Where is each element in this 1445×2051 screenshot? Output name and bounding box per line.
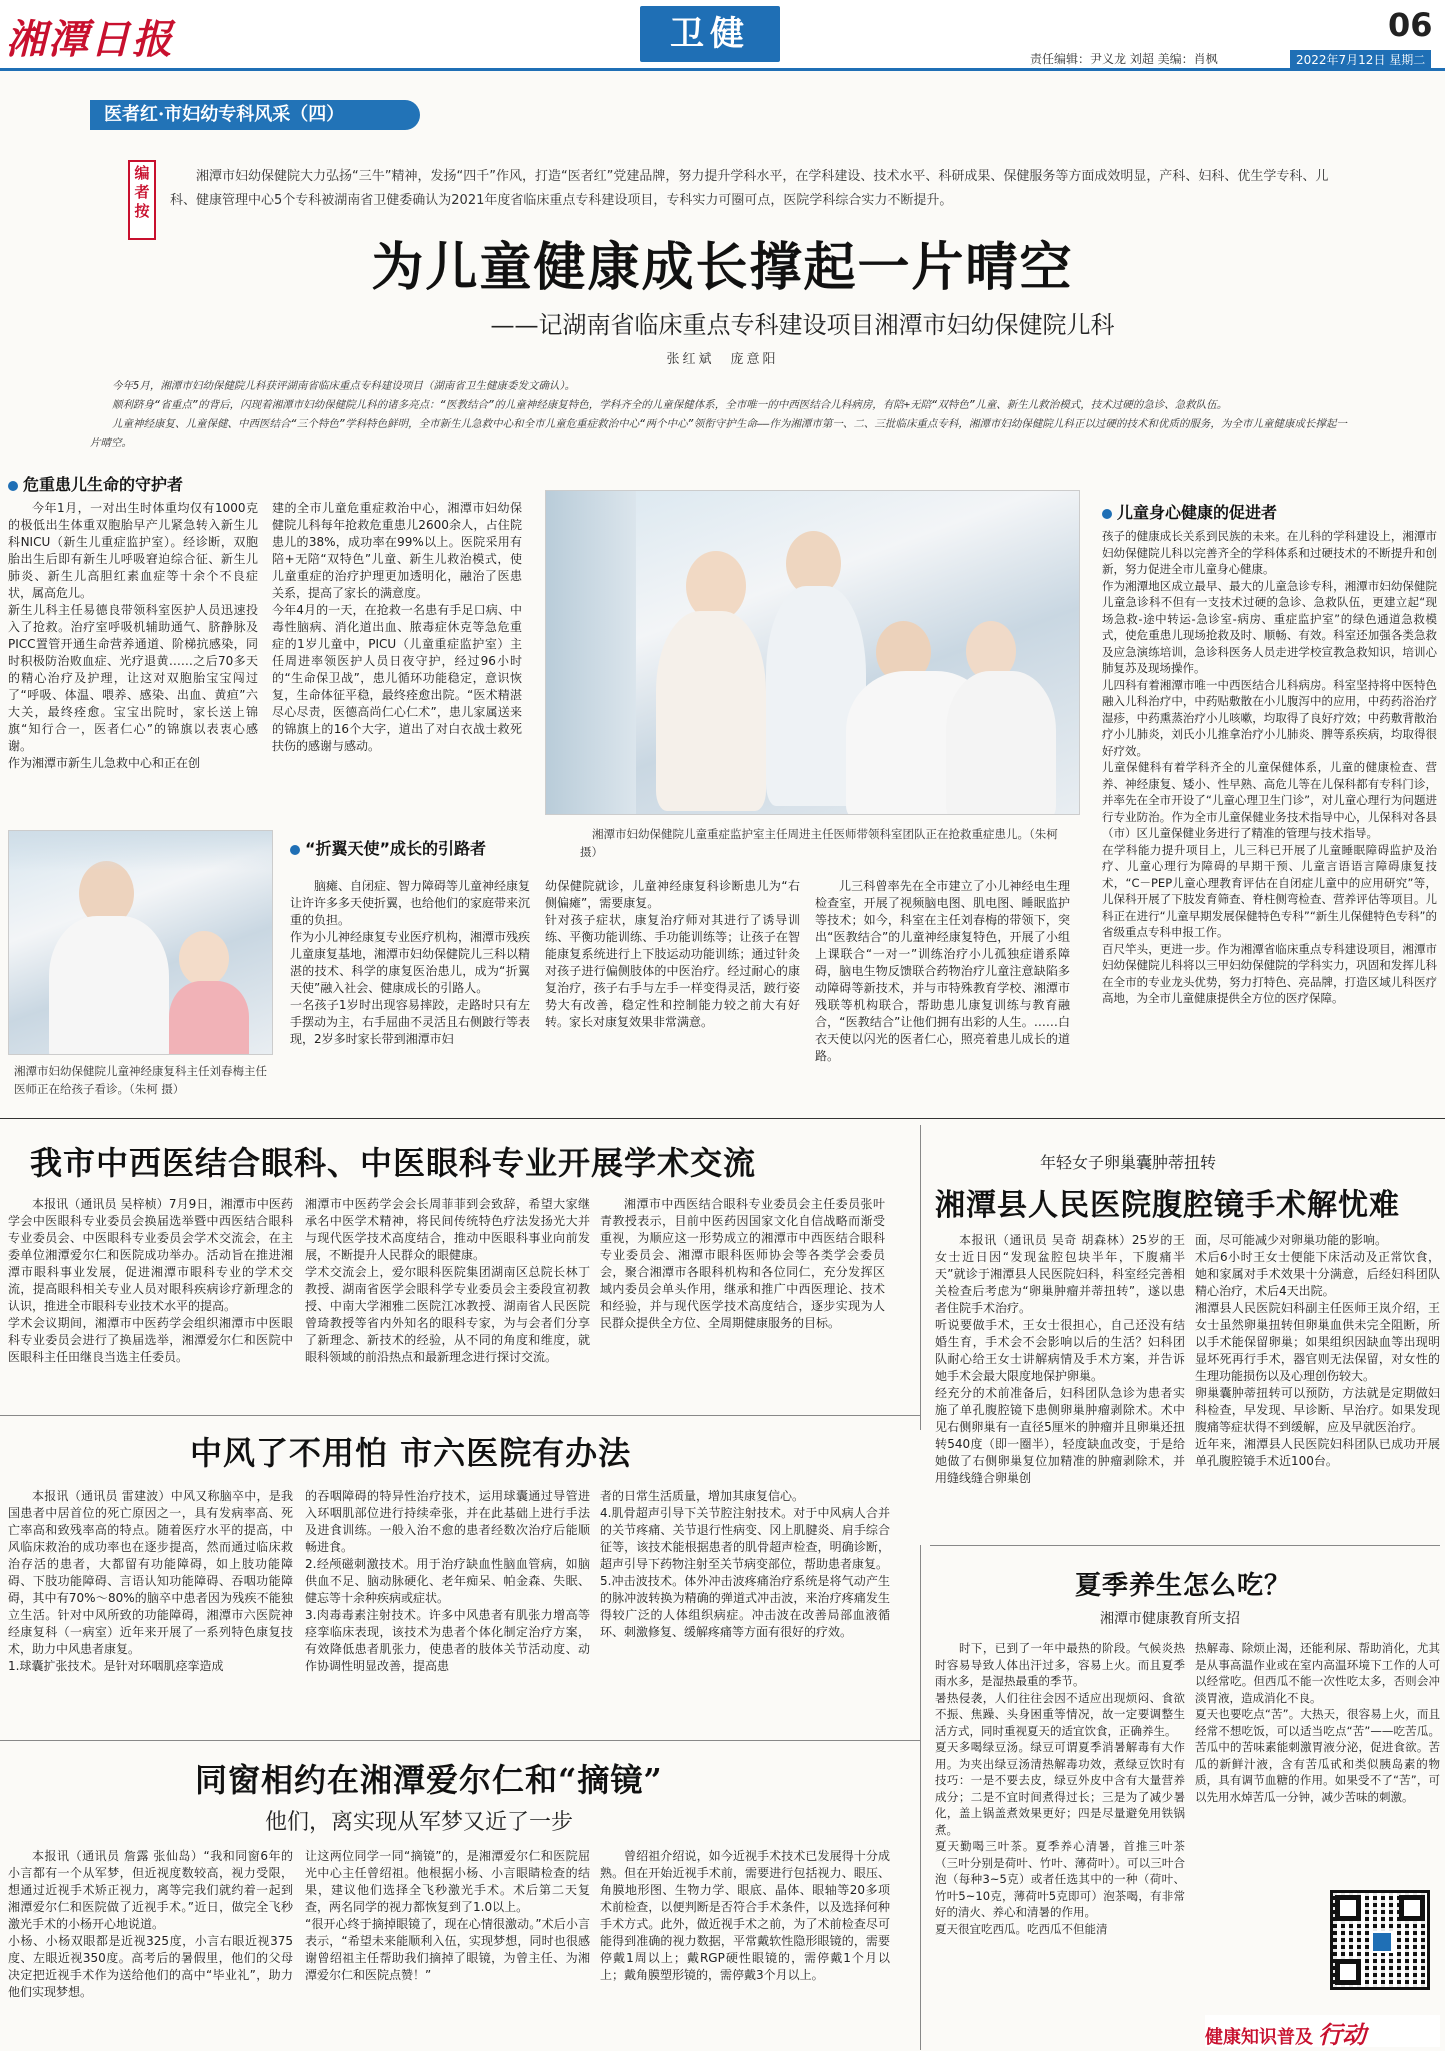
article-5-column-2: 面，尽可能减少对卵巢功能的影响。 术后6小时王女士便能下床活动及正常饮食，她和家属对手术效果十分满意，后经妇科团队精心治疗，术后4天出院。 湘潭县人民医院妇科副主任医师王岚介绍，王女士虽然卵巢扭转但卵巢血供未完全阻断，所以手术能保留卵巢；如果组织因缺血等出现明显坏死再行手术，器官则无法保留，对女性的生理功能损伤以及心理创伤较大。 卵巢囊肿蒂扭转可以预防，方法就是定期做妇科检查，早发现、早诊断、早治疗。如果发现腹痛等症状得不到缓解，应及早就医治疗。 近年来，湘潭县人民医院妇科团队已成功开展单孔腹腔镜手术近100台。	[1195, 1233, 1440, 1468]
main-article-divider	[0, 1118, 1445, 1119]
banner-text: 健康知识普及	[1205, 2027, 1313, 2048]
article-4-column-3: 曾绍祖介绍说，如今近视手术技术已发展得十分成熟。但在开始近视手术前，需要进行包括视力、眼压、角膜地形图、生物力学、眼底、晶体、眼轴等20多项术前检查，以便判断是否符合手术条件，以及选择何种手术方式。此外，做近视手术之前，为了术前检查尽可能得到准确的视力数据，平常戴软性隐形眼镜的，需要停戴1周以上；戴RGP硬性眼镜的，需停戴1个月以上；戴角膜塑形镜的，需停戴3个月以上。	[600, 1849, 890, 1982]
photo-nicu-rescue	[545, 490, 1080, 815]
article-4-headline: 同窗相约在湘潭爱尔仁和“摘镜”	[195, 1761, 663, 1799]
divider	[0, 1740, 920, 1741]
article-3-column-1: 本报讯（通讯员 雷建波）中风又称脑卒中，是我国患者中居首位的死亡原因之一，具有发病率高、死亡率高和致残率高的特点。随着医疗水平的提高，中风临床救治的成功率也在逐步提高，然而通过临床救治存活的患者，大都留有功能障碍，如上肢功能障碍、下肢功能障碍、言语认知功能障碍、吞咽功能障碍，其中有70%～80%的脑卒中患者因为残疾不能独立生活。针对中风所致的功能障碍，湘潭市六医院神经康复科（一病室）近年来开展了一系列特色康复技术，助力中风患者康复。 1.球囊扩张技术。是针对环咽肌痉挛造成	[8, 1489, 293, 1673]
section-heading-1: 危重患儿生命的守护者	[8, 472, 183, 495]
qr-logo-icon	[1371, 1931, 1393, 1953]
newspaper-logo: 湘潭日报	[6, 16, 174, 63]
article-4-subheadline: 他们，离实现从军梦又近了一步	[265, 1810, 574, 1835]
column-divider	[920, 1125, 921, 1430]
article-2-column-2: 湘潭市中医药学会会长周菲菲到会致辞，希望大家继承名中医学术精神，将民间传统特色疗法发扬光大并与现代医学技术高度结合，推动中医眼科事业向前发展，不断提升人民群众的眼健康。 学术交流会上，爱尔眼科医院集团湖南区总院长林丁教授、湖南省医学会眼科学专业委员会主委段宣初教授、中南大学湘雅二医院江冰教授、湖南省人民医院曾琦教授等省内外知名的眼科专家，为与会者们分享了新理念、新技术的经验，从不同的角度和维度，就眼科领域的前沿热点和最新理念进行探讨交流。	[305, 1197, 590, 1364]
divider	[930, 1545, 1440, 1546]
lead-paragraph-2: 顺利跻身“省重点”的背后，闪现着湘潭市妇幼保健院儿科的诸多亮点：“医教结合”的儿童神经康复特色，学科齐全的儿童保健体系，全市唯一的中西医结合儿科病房，有陪+无陪“双特色”儿童、新生儿救治模式，技术过硬的急诊、急救队伍。	[112, 399, 1228, 411]
bullet-icon	[290, 845, 300, 855]
article-6-column-1: 时下，已到了一年中最热的阶段。气候炎热时容易导致人体出汗过多，容易上火。而且夏季雨水多，是湿热最重的季节。 暑热侵袭，人们往往会因不适应出现烦闷、食欲不振、焦躁、头身困重等情况，故一定要调整生活方式，同时重视夏天的适宜饮食，正确养生。 夏天多喝绿豆汤。绿豆可谓夏季消暑解毒有大作用。为夹出绿豆汤清热解毒功效，煮绿豆饮时有技巧：一是不要去皮，绿豆外皮中含有大量营养成分；二是不宜时间煮得过长；三是为了减少暑化，盖上锅盖煮效果更好；四是尽量避免用铁锅煮。 夏天勤喝三叶茶。夏季养心清暑，首推三叶茶（三叶分别是荷叶、竹叶、薄荷叶）。可以三叶合泡（每种3~5克）或者任选其中的一种（荷叶、竹叶5~10克，薄荷叶5克即可）泡茶喝，有非常好的清火、养心和清暑的作用。 夏天很宜吃西瓜。吃西瓜不但能清	[935, 1641, 1185, 1936]
section-2-column-1: 脑瘫、自闭症、智力障碍等儿童神经康复让许许多多天使折翼，也给他们的家庭带来沉重的负担。 作为小儿神经康复专业医疗机构，湘潭市残疾儿童康复基地，湘潭市妇幼保健院儿三科以精湛的技术、科学的康复医治患儿，成为“折翼天使”融入社会、健康成长的引路人。 一名孩子1岁时出现容易摔跤，走路时只有左手摆动为主，右手屈曲不灵活且右侧跛行等表现，2岁多时家长带到湘潭市妇	[290, 879, 530, 1046]
editor-tag: 编者按	[128, 160, 156, 240]
series-banner: 医者红·市妇幼专科风采（四）	[90, 100, 420, 130]
article-3-headline: 中风了不用怕 市六医院有办法	[190, 1434, 632, 1472]
column-divider	[920, 1545, 921, 2050]
article-6-headline: 夏季养生怎么吃？	[1075, 1571, 1292, 1601]
bullet-icon	[8, 481, 18, 491]
section-2-column-3: 儿三科曾率先在全市建立了小儿神经电生理检查室，开展了视频脑电图、肌电图、睡眠监护等技术；如今，科室在主任刘春梅的带领下，突出“医教结合”的儿童神经康复特色，开展了小组上课联合“一对一”训练治疗小儿孤独症谱系障碍，脑电生物反馈联合药物治疗儿童注意缺陷多动障碍等新技术，并与市特殊教育学校、湘潭市残联等机构联合，帮助患儿康复训练与教育融合，“医教结合”让他们拥有出彩的人生。……白衣天使以闪光的医者仁心，照亮着患儿成长的道路。	[815, 879, 1070, 1063]
editor-line: 责任编辑：尹义龙 刘超 美编：肖枫	[1030, 52, 1218, 66]
section-heading-3: 儿童身心健康的促进者	[1102, 500, 1277, 523]
article-3-column-2: 的吞咽障碍的特异性治疗技术，运用球囊通过导管进入环咽肌部位进行持续牵张，并在此基础上进行手法及进食训练。一般入治不愈的患者经数次治疗后能顺畅进食。 2.经颅磁刺激技术。用于治疗缺血性脑血管病，如脑供血不足、脑动脉硬化、老年痴呆、帕金森、失眠、健忘等十余种疾病或症状。 3.肉毒毒素注射技术。许多中风患者有肌张力增高等痉挛临床表现，该技术为患者个体化制定治疗方案，有效降低患者肌张力，使患者的肢体关节活动度、动作协调性明显改善，提高患	[305, 1489, 590, 1673]
date-line: 2022年7月12日 星期二	[1290, 50, 1431, 69]
qr-code-icon	[1330, 1890, 1430, 1990]
article-4-column-2: 让这两位同学一同“摘镜”的，是湘潭爱尔仁和医院屈光中心主任曾绍祖。他根据小杨、小言眼睛检查的结果，建议他们选择全飞秒激光手术。术后第二天复查，两名同学的视力都恢复到了1.0以上。 “很开心终于摘掉眼镜了，现在心情很激动。”术后小言表示，“希望未来能顺利入伍，实现梦想，同时也很感谢曾绍祖主任帮助我们摘掉了眼镜，为曾主任、为湘潭爱尔仁和医院点赞！”	[305, 1849, 590, 1982]
banner-action: 行动	[1318, 2021, 1367, 2049]
section-heading-2: “折翼天使”成长的引路者	[290, 836, 486, 859]
main-subheadline: ——记湖南省临床重点专科建设项目湘潭市妇幼保健院儿科	[490, 311, 1115, 339]
article-5-kicker: 年轻女子卵巢囊肿蒂扭转	[1040, 1153, 1217, 1172]
main-byline: 张红斌 庞意阳	[666, 352, 779, 367]
photo-neuro-rehab	[8, 830, 273, 1055]
article-2-column-1: 本报讯（通讯员 吴梓桢）7月9日，湘潭市中医药学会中医眼科专业委员会换届选举暨中西医结合眼科专业委员会、中医眼科专业委员会学术交流会，在主委单位湘潭爱尔仁和医院成功举办。活动旨在推进湘潭市眼科事业发展，促进湘潭市眼科专业的学术交流，提高眼科相关专业人员对眼科疾病诊疗新理念的认识，推进全市眼科专业技术水平的提高。 学术会议期间，湘潭市中医药学会组织湘潭市中医眼科专业委员会进行了换届选举，湘潭爱尔仁和医院中医眼科主任田继良当选主任委员。	[8, 1197, 293, 1364]
page-number: 06	[1388, 6, 1433, 44]
section-1-column-2: 建的全市儿童危重症救治中心，湘潭市妇幼保健院儿科每年抢救危重患儿2600余人，占住院患儿的38%，成功率在99%以上。医院采用有陪+无陪“双特色”儿童、新生儿救治模式，使儿童重症的治疗护理更加透明化，融治了医患关系，提高了家长的满意度。 今年4月的一天，在抢救一名患有手足口病、中毒性脑病、消化道出血、脓毒症休克等急危重症的1岁儿童中，PICU（儿童重症监护室）主任周进率领医护人员日夜守护，经过96小时的“生命保卫战”，患儿循环功能稳定，意识恢复，生命体征平稳，最终痊愈出院。“医术精湛尽心尽责，医德高尚仁心仁术”，患儿家属送来的锦旗上的16个大字，道出了对白衣战士救死扶伤的感谢与感动。	[272, 501, 522, 753]
lead-paragraphs	[90, 377, 1350, 453]
health-campaign-banner	[1205, 2015, 1440, 2047]
lead-paragraph-1: 今年5月，湘潭市妇幼保健院儿科获评湖南省临床重点专科建设项目（湖南省卫生健康委发文确认）。	[112, 380, 576, 392]
section-badge: 卫健	[640, 6, 780, 62]
article-3-column-3: 者的日常生活质量，增加其康复信心。 4.肌骨超声引导下关节腔注射技术。对于中风病人合并的关节疼痛、关节退行性病变、冈上肌腱炎、肩手综合征等，该技术能根据患者的肌骨超声检查，明确诊断，超声引导下药物注射至关节病变部位，帮助患者康复。 5.冲击波技术。体外冲击波疼痛治疗系统是将气动产生的脉冲波转换为精确的弹道式冲击波，来治疗疼痛发生得较广泛的人体组织病症。冲击波在改善局部血液循环、刺激修复、缓解疼痛等方面有很好的疗效。	[600, 1489, 890, 1639]
article-6-source: 湘潭市健康教育所支招	[1100, 1611, 1240, 1627]
photo-1-caption: 湘潭市妇幼保健院儿童重症监护室主任周进主任医师带领科室团队正在抢救重症患儿。（朱柯 摄）	[580, 827, 1058, 859]
article-5-headline: 湘潭县人民医院腹腔镜手术解忧难	[935, 1188, 1400, 1223]
editor-note: 湘潭市妇幼保健院大力弘扬“三牛”精神，发扬“四千”作风，打造“医者红”党建品牌，努力提升学科水平，在学科建设、技术水平、科研成果、保健服务等方面成效明显，产科、妇科、优生学专科、儿科、健康管理中心5个专科被湖南省卫健委确认为2021年度省临床重点专科建设项目，专科实力可圈可点，医院学科综合实力不断提升。	[170, 169, 1329, 208]
section-3-column: 孩子的健康成长关系到民族的未来。在儿科的学科建设上，湘潭市妇幼保健院儿科以完善齐全的学科体系和过硬技术的不断提升和创新，努力促进全市儿童身心健康。 作为湘潭地区成立最早、最大的儿童急诊专科，湘潭市妇幼保健院儿童急诊科不但有一支技术过硬的急诊、急救队伍，更建立起“现场急救-途中转运-急诊室-病房、重症监护室”的绿色通道急救模式，使危重患儿现场抢救及时、顺畅、有效。科室还加强各类急救及应急演练培训，急诊科医务人员走进学校宣教急救知识，培训心肺复苏及现场操作。 儿四科有着湘潭市唯一中西医结合儿科病房。科室坚持将中医特色融入儿科治疗中，中药贴敷散在小儿腹泻中的应用，中药药浴治疗湿疹，中药熏蒸治疗小儿咳嗽，均取得了良好疗效；中药敷背散治疗小儿肺炎，刘氏小儿推拿治疗小儿肺炎、脾等系疾病，均取得很好疗效。 儿童保健科有着学科齐全的儿童保健体系，儿童的健康检查、营养、神经康复、矮小、性早熟、高危儿等在儿保科都有专科门诊，并率先在全市开设了“儿童心理卫生门诊”，对儿童心理行为问题进行专业防治。作为全市儿童保健业务技术指导中心，儿保科对各县（市）区儿童保健业务进行了精准的管理与技术指导。 在学科能力提升项目上，儿三科已开展了儿童睡眠障碍监护及治疗、儿童心理行为障碍的早期干预、儿童言语语言障碍康复技术，“C－PEP儿童心理教育评估在自闭症儿童中的应用研究”等，儿保科开展了下肢发育筛查、脊柱侧弯检查、营养评估等项目。儿科正在进行“儿童早期发展保健特色专科”“新生儿保健特色专科”的省级重点专科申报工作。 百尺竿头，更进一步。作为湘潭省临床重点专科建设项目，湘潭市妇幼保健院儿科将以三甲妇幼保健院的学科实力，巩固和发挥儿科在全市的专业龙头优势，努力打特色、亮品牌，打造区域儿科医疗高地，为全市儿童健康提供全方位的医疗保障。	[1102, 529, 1437, 1005]
article-2-headline: 我市中西医结合眼科、中医眼科专业开展学术交流	[30, 1144, 757, 1182]
divider	[0, 1415, 920, 1416]
article-6-column-2: 热解毒、除烦止渴，还能利尿、帮助消化，尤其是从事高温作业或在室内高温环境下工作的人可以经常吃。但西瓜不能一次性吃太多，否则会冲淡胃液，造成消化不良。 夏天也要吃点“苦”。大热天，很容易上火，而且经常不想吃饭，可以适当吃点“苦”——吃苦瓜。苦瓜中的苦味素能刺激胃液分泌，促进食欲。苦瓜的新鲜汁液，含有苦瓜甙和类似胰岛素的物质，具有调节血糖的作用。如果受不了“苦”，可以先用水焯苦瓜一分钟，减少苦味的刺激。	[1195, 1641, 1440, 1804]
article-5-column-1: 本报讯（通讯员 吴奇 胡森林）25岁的王女士近日因“发现盆腔包块半年，下腹痛半天”就诊于湘潭县人民医院妇科，科室经完善相关检查后考虑为“卵巢肿瘤并蒂扭转”，遂以患者住院手术治疗。 听说要做手术，王女士很担心，自己还没有结婚生育，手术会不会影响以后的生活？妇科团队耐心给王女士讲解病情及手术方案，并告诉她手术会最大限度地保护卵巢。 经充分的术前准备后，妇科团队急诊为患者实施了单孔腹腔镜下患侧卵巢肿瘤剥除术。术中见右侧卵巢有一直径5厘米的肿瘤并且卵巢还扭转540度（即一圈半），轻度缺血改变，于是给她做了右侧卵巢复位加精准的肿瘤剥除术，并用缝线缝合卵巢创	[935, 1233, 1185, 1485]
article-2-column-3: 湘潭市中西医结合眼科专业委员会主任委员张叶青教授表示，目前中医药因国家文化自信战略而渐受重视，为顺应这一形势成立的湘潭市中西医结合眼科专业委员会、湘潭市眼科医师协会等各类学会委员会，聚合湘潭市各眼科机构和各位同仁，充分发挥区域内委员会单头作用，继承和推广中西医理论、技术和经验，并与现代医学技术高度结合，逐步实现为人民群众提供全方位、全周期健康服务的目标。	[600, 1197, 885, 1330]
header-rule	[0, 68, 1445, 71]
main-headline: 为儿童健康成长撑起一片晴空	[371, 237, 1074, 298]
photo-2-caption: 湘潭市妇幼保健院儿童神经康复科主任刘春梅主任医师正在给孩子看诊。（朱柯 摄）	[14, 1064, 267, 1096]
lead-paragraph-3: 儿童神经康复、儿童保健、中西医结合“三个特色”学科特色鲜明，全市新生儿急救中心和全市儿童危重症救治中心“两个中心”领衔守护生命——作为湘潭市第一、二、三批临床重点专科，湘潭市妇幼保健院儿科正以过硬的技术和优质的服务，为全市儿童健康成长撑起一片晴空。	[90, 418, 1347, 449]
article-4-column-1: 本报讯（通讯员 詹露 张仙岛）“我和同窗6年的小言都有一个从军梦，但近视度数较高，视力受限，想通过近视手术矫正视力，离等完我们就约着一起到湘潭爱尔仁和医院做了近视手术。”近日，做完全飞秒激光手术的小杨开心地说道。 小杨、小杨双眼都是近视325度，小言右眼近视375度、左眼近视350度。高考后的暑假里，他们的父母决定把近视手术作为送给他们的高中“毕业礼”，助力他们实现梦想。	[8, 1849, 293, 1999]
bullet-icon	[1102, 509, 1112, 519]
section-2-column-2: 幼保健院就诊，儿童神经康复科诊断患儿为“右侧偏瘫”，需要康复。 针对孩子症状，康复治疗师对其进行了诱导训练、平衡功能训练、手功能训练等；让孩子在智能康复系统进行上下肢运动功能训练；通过针灸对孩子进行偏侧肢体的中医治疗。经过耐心的康复治疗，孩子右手与左手一样变得灵活，跛行姿势大有改善，稳定性和控制能力较之前大有好转。家长对康复效果非常满意。	[545, 879, 800, 1029]
section-1-column-1: 今年1月，一对出生时体重均仅有1000克的极低出生体重双胞胎早产儿紧急转入新生儿科NICU（新生儿重症监护室）。经诊断，双胞胎出生后即有新生儿呼吸窘迫综合征、新生儿肺炎、新生儿高胆红素血症等十余个不良症状，属高危儿。 新生儿科主任易德良带领科室医护人员迅速投入了抢救。治疗室呼吸机辅助通气、脐静脉及PICC置管开通生命营养通道、阶梯抗感染，同时积极防治败血症、光疗退黄……之后70多天的精心治疗及护理，让这对双胞胎宝宝闯过了“呼吸、体温、喂养、感染、出血、黄疸”六大关，最终痊愈。宝宝出院时，家长送上锦旗“知行合一，医者仁心”的锦旗以表衷心感谢。 作为湘潭市新生儿急救中心和正在创	[8, 501, 258, 770]
